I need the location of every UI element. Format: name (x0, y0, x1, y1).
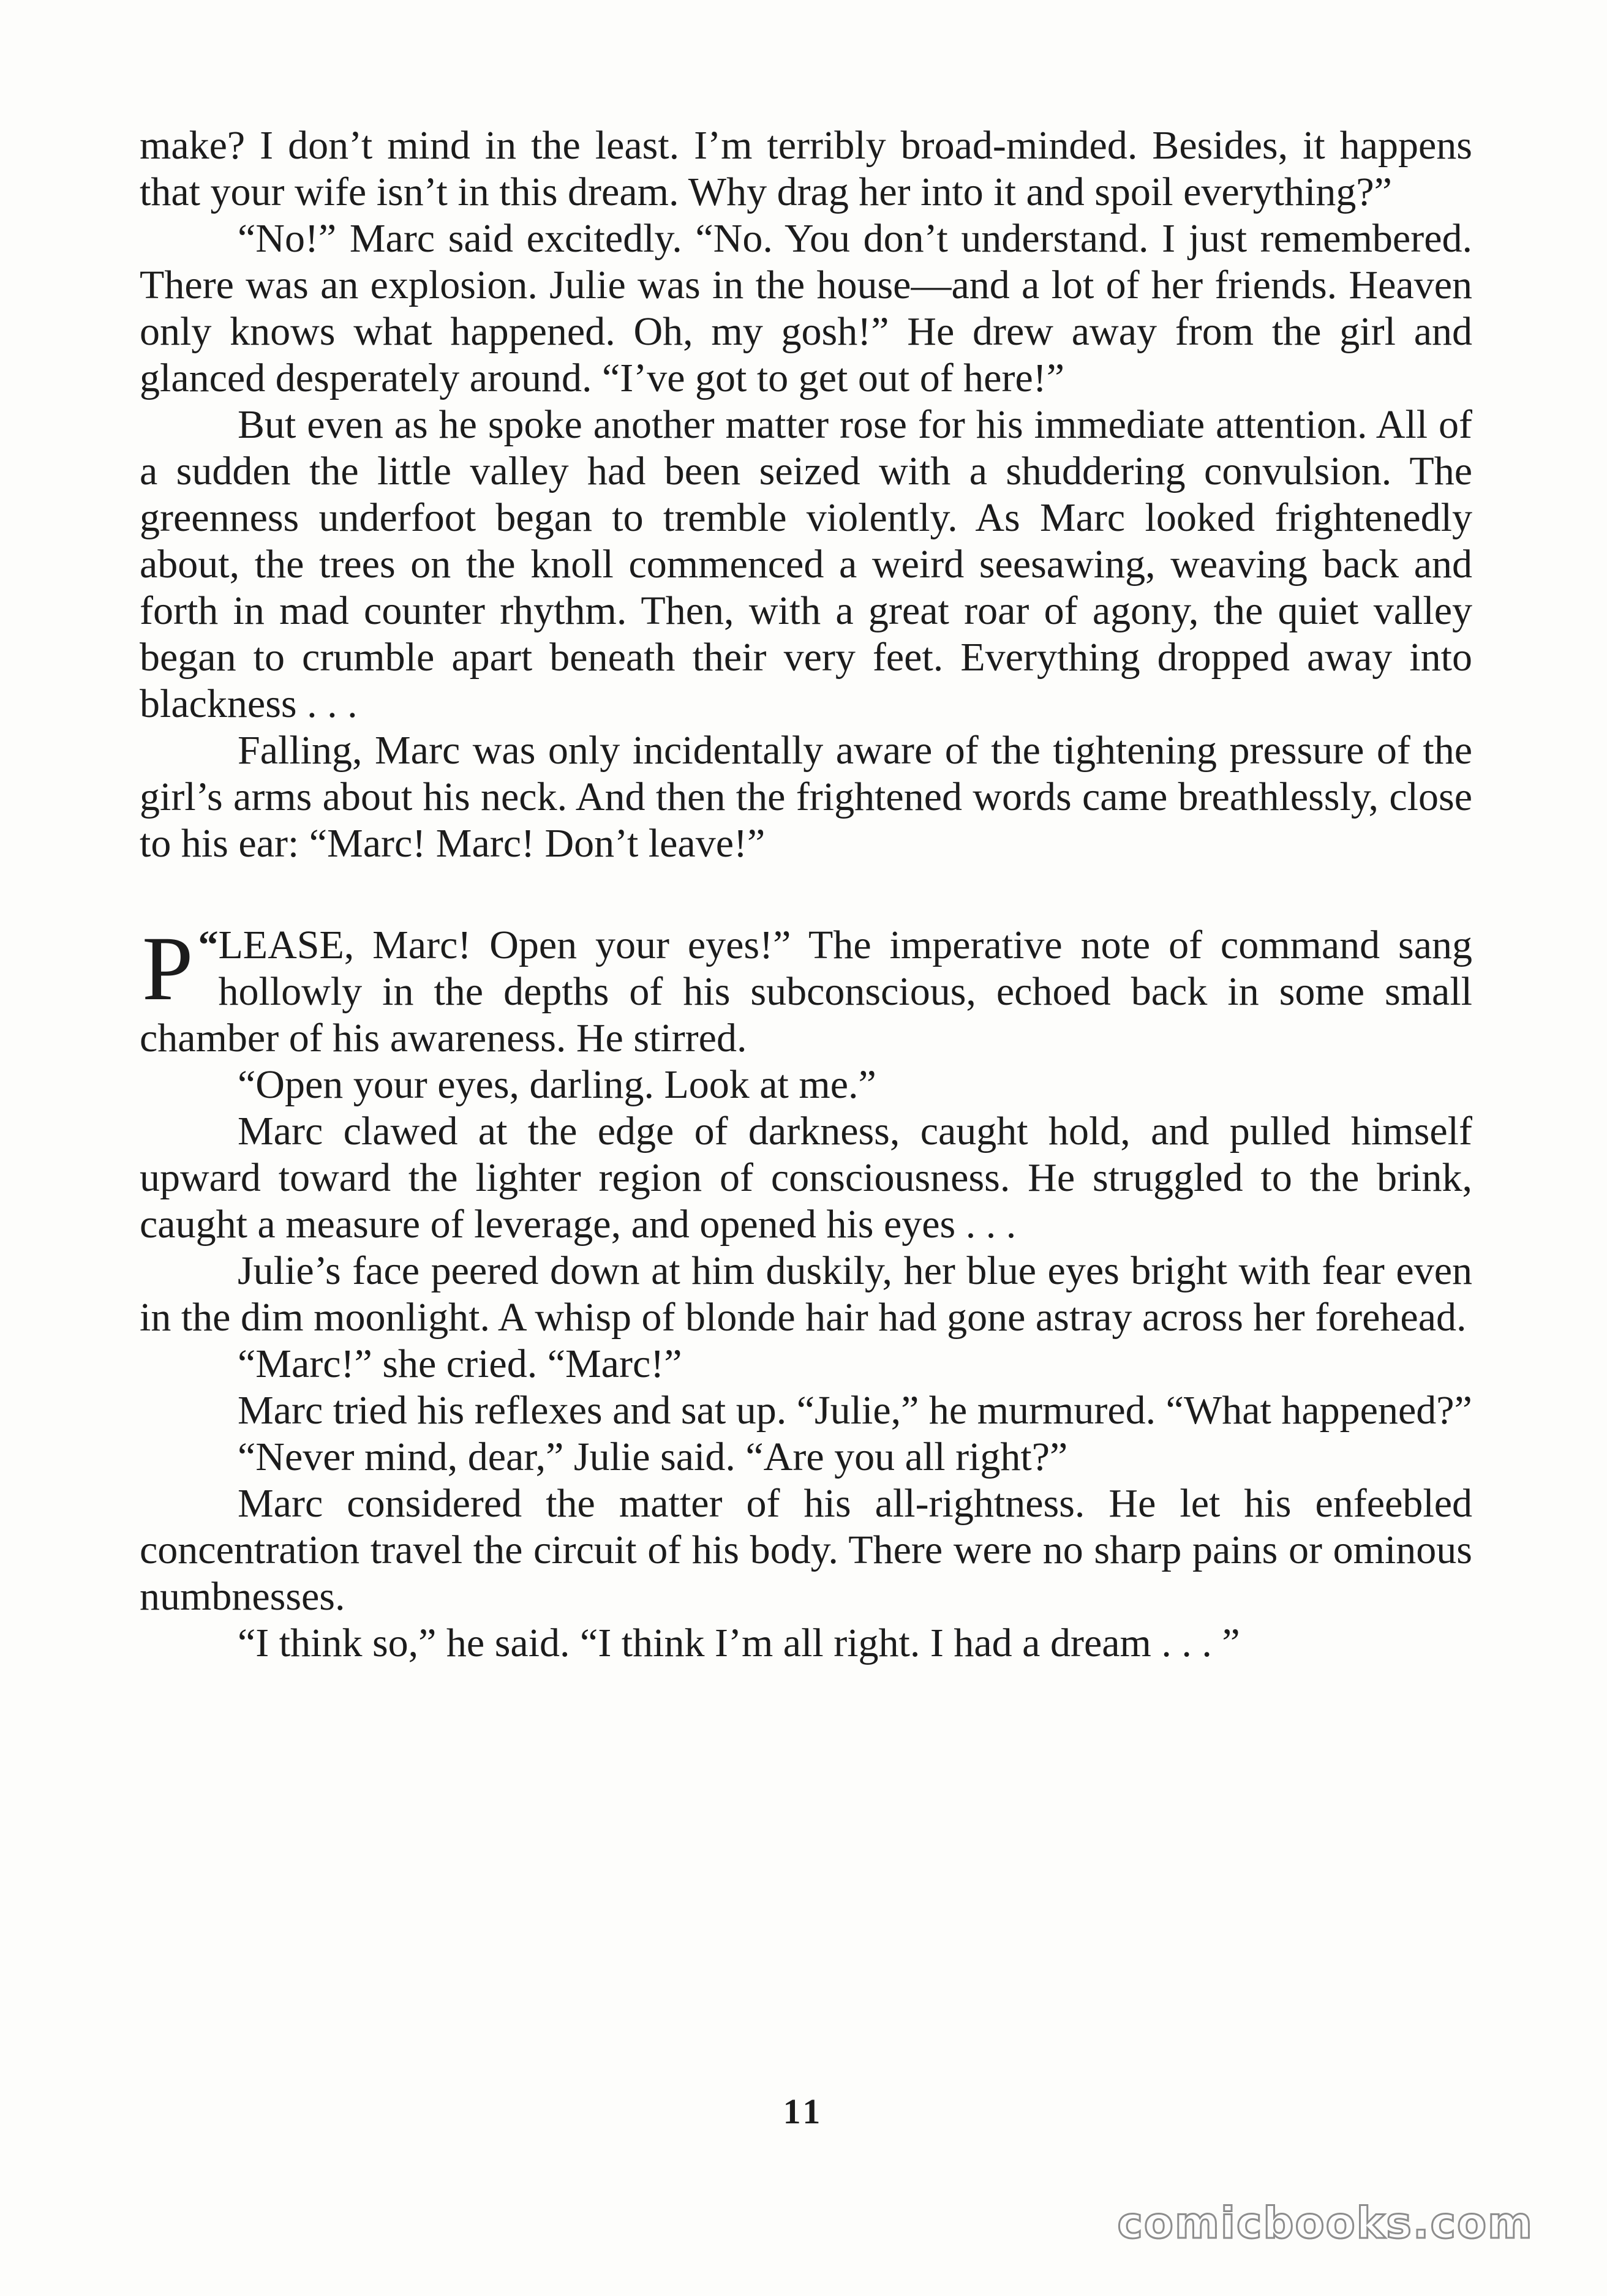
paragraph: Julie’s face peered down at him duskily, her blue eyes bright with fear even in the dim moonlight. A whisp of blonde hair had gone astray across her forehead. (140, 1248, 1472, 1340)
drop-cap-quote: “ (198, 923, 219, 967)
paragraph: “Open your eyes, darling. Look at me.” (238, 1062, 876, 1107)
body-text (140, 122, 1472, 1667)
section-break (140, 867, 1472, 922)
watermark-logo: comicbooks.com (1117, 2198, 1534, 2248)
paragraph: make? I don’t mind in the least. I’m terribly broad-minded. Besides, it happens that your wife isn’t in this dream. Why drag her into it and spoil everything?” (140, 123, 1472, 214)
drop-cap-letter: P (142, 918, 194, 1019)
section-opening-text: LEASE, Marc! Open your eyes!” The imperative note of command sang hollowly in the depths of his subconscious, echoed back in some small chamber of his awareness. He stirred. (140, 923, 1472, 1060)
paragraph: “Never mind, dear,” Julie said. “Are you all right?” (238, 1435, 1068, 1479)
section-opening-paragraph (140, 918, 1472, 1062)
paragraph: Marc considered the matter of his all-rightness. He let his enfeebled concentration travel the circuit of his body. There were no sharp pains or ominous numbnesses. (140, 1481, 1472, 1619)
paragraph: “No!” Marc said excitedly. “No. You don’t understand. I just remembered. There was an explosion. Julie was in the house—and a lot of her friends. Heaven only knows what happened. Oh, my gosh!” He drew away from the girl and glanced desperately around. “I’ve got to get out of here!” (140, 216, 1472, 400)
paragraph: But even as he spoke another matter rose for his immediate attention. All of a sudden the little valley had been seized with a shuddering convulsion. The greenness underfoot began to tremble violently. As Marc looked frightenedly about, the trees on the knoll commenced a weird seesawing, weaving back and forth in mad counter rhythm. Then, with a great roar of agony, the quiet valley began to crumble apart beneath their very feet. Everything dropped away into blackness . . . (140, 402, 1472, 726)
paragraph: Falling, Marc was only incidentally aware of the tightening pressure of the girl’s arms about his neck. And then the frightened words came breathlessly, close to his ear: “Marc! Marc! Don’t leave!” (140, 728, 1472, 866)
paragraph: Marc clawed at the edge of darkness, caught hold, and pulled himself upward toward the lighter region of consciousness. He struggled to the brink, caught a measure of leverage, and opened his eyes . . . (140, 1109, 1472, 1247)
paragraph: Marc tried his reflexes and sat up. “Julie,” he murmured. “What happened?” (238, 1388, 1472, 1433)
paragraph: “Marc!” she cried. “Marc!” (238, 1341, 682, 1386)
drop-cap (140, 918, 219, 1019)
paragraph: “I think so,” he said. “I think I’m all right. I had a dream . . . ” (238, 1621, 1240, 1665)
page-number: 11 (783, 2092, 824, 2131)
